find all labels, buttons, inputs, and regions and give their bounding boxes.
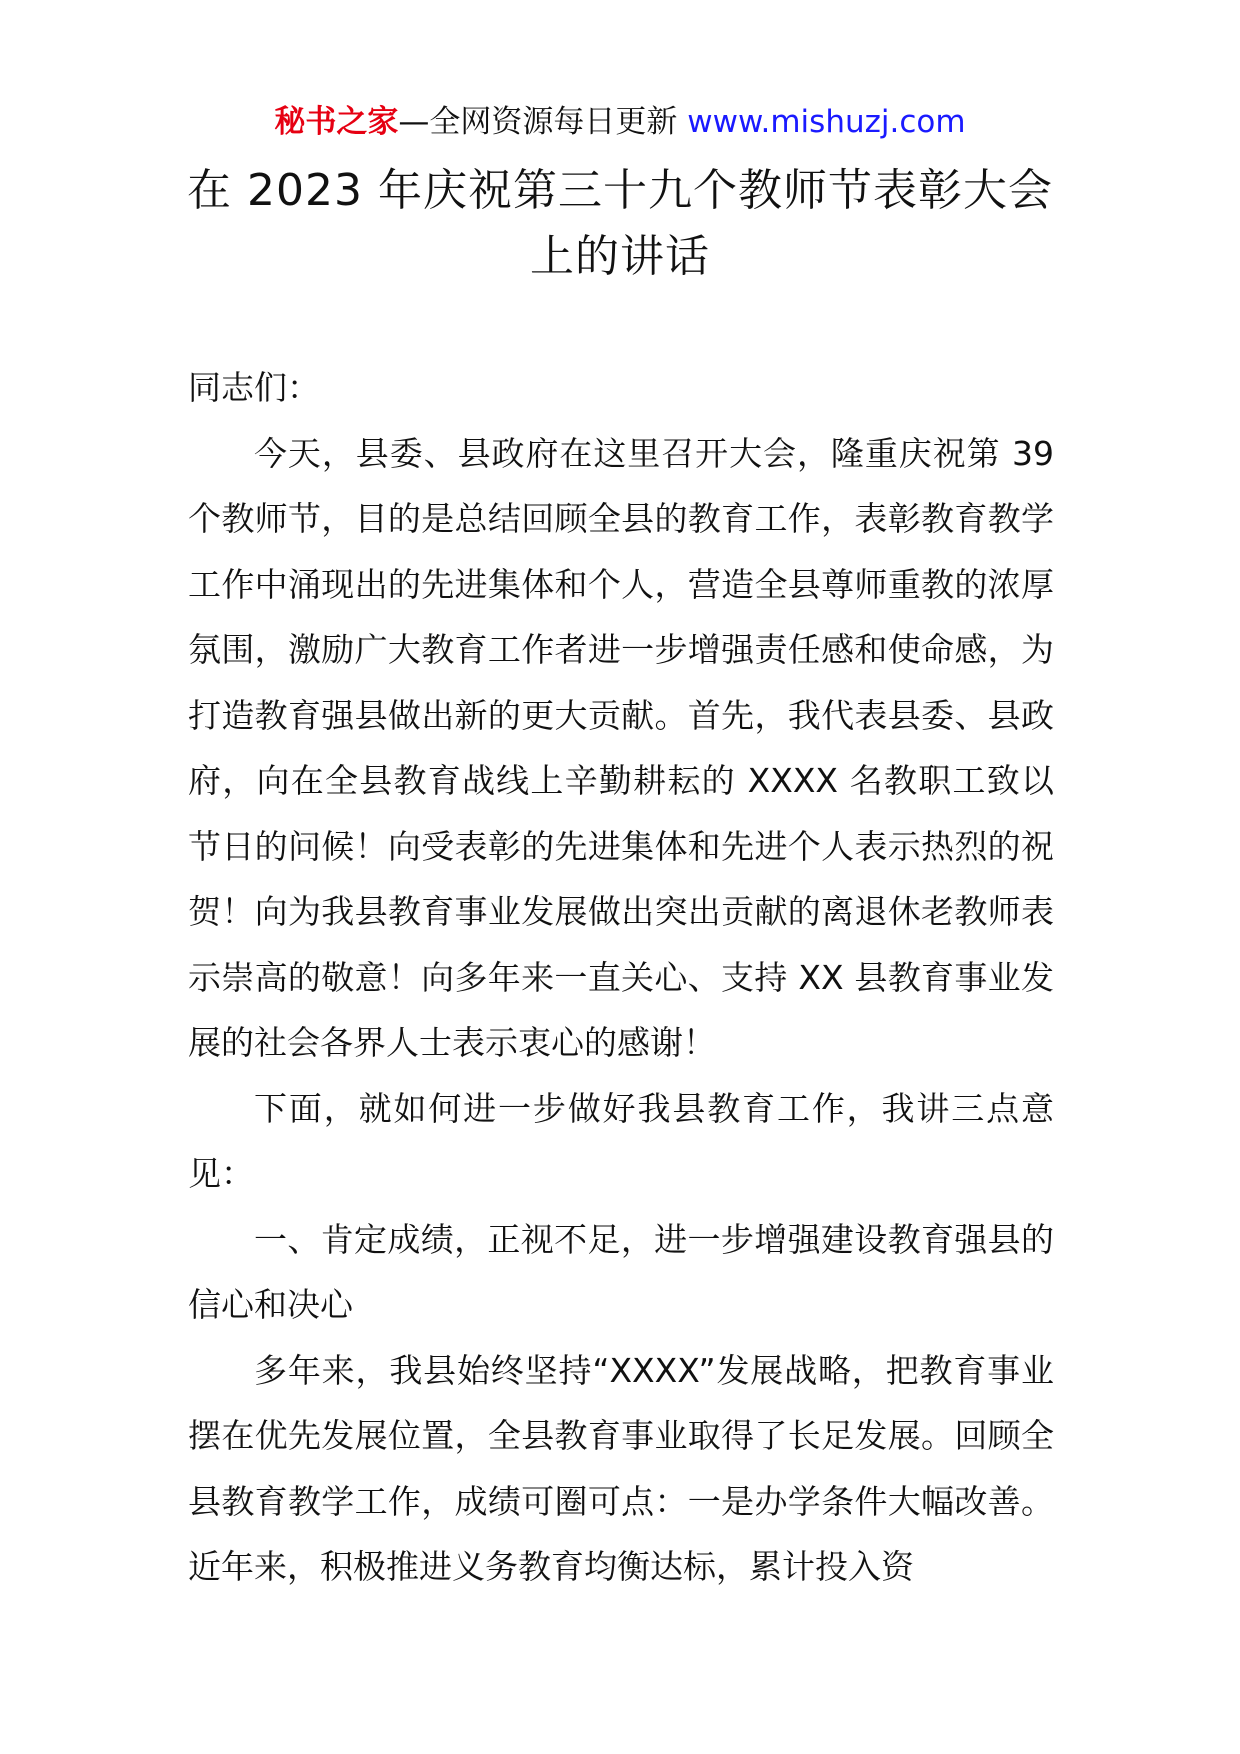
document-title <box>120 158 1120 290</box>
paragraph-opening: 今天，县委、县政府在这里召开大会，隆重庆祝第 39 个教师节，目的是总结回顾全县的教育工作，表彰教育教学工作中涌现出的先进集体和个人，营造全县尊师重教的浓厚氛围，激励广大教育工作者进一步增强责任感和使命感，为打造教育强县做出新的更大贡献。首先，我代表县委、县政府，向在全县教育战线上辛勤耕耘的 XXXX 名教职工致以节日的问候！向受表彰的先进集体和先进个人表示热烈的祝贺！向为我县教育事业发展做出突出贡献的离退休老教师表示崇高的敬意！向多年来一直关心、支持 XX 县教育事业发展的社会各界人士表示衷心的感谢！ <box>188 433 1054 1062</box>
document-body <box>188 355 1054 1600</box>
site-url-link[interactable]: www.mishuzj.com <box>687 104 966 140</box>
salutation: 同志们： <box>188 368 320 407</box>
title-line-1: 在 2023 年庆祝第三十九个教师节表彰大会 <box>187 165 1053 216</box>
section-1-paragraph: 多年来，我县始终坚持“XXXX”发展战略，把教育事业摆在优先发展位置，全县教育事业取得了长足发展。回顾全县教育教学工作，成绩可圈可点：一是办学条件大幅改善。近年来，积极推进义务教育均衡达标，累计投入资 <box>188 1350 1054 1586</box>
banner-slogan: —全网资源每日更新 <box>398 104 688 140</box>
site-banner <box>0 100 1240 144</box>
brand-name: 秘书之家 <box>274 104 399 140</box>
title-line-2: 上的讲话 <box>530 231 710 282</box>
paragraph-intro-points: 下面，就如何进一步做好我县教育工作，我讲三点意见： <box>188 1088 1054 1193</box>
section-heading-1: 一、肯定成绩，正视不足，进一步增强建设教育强县的信心和决心 <box>188 1219 1054 1324</box>
